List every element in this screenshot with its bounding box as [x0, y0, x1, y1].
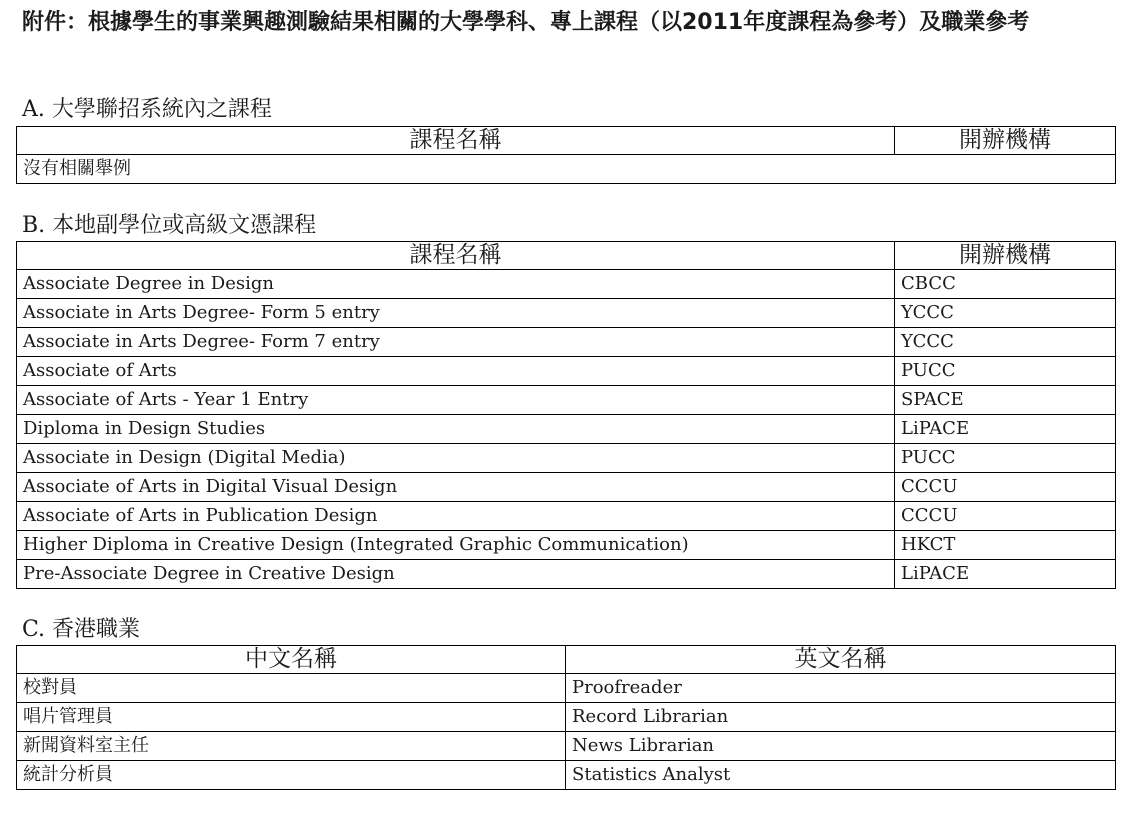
chinese-name-header: 中文名稱 [17, 646, 566, 674]
chinese-name-cell: 校對員 [17, 674, 566, 703]
course-name-header: 課程名稱 [17, 127, 895, 155]
institution-cell: YCCC [895, 299, 1116, 328]
section-b-heading: B. 本地副學位或高級文憑課程 [22, 213, 317, 238]
university-courses-table [16, 126, 1116, 184]
english-name-cell: Record Librarian [566, 703, 1116, 732]
course-name-cell: Associate of Arts - Year 1 Entry [17, 386, 895, 415]
table-row [17, 473, 1116, 502]
english-name-header: 英文名稱 [566, 646, 1116, 674]
institution-cell: CBCC [895, 270, 1116, 299]
institution-cell: SPACE [895, 386, 1116, 415]
section-a-heading: A. 大學聯招系統內之課程 [22, 97, 272, 122]
table-row [17, 531, 1116, 560]
table-header-row [17, 646, 1116, 674]
english-name-cell: Statistics Analyst [566, 761, 1116, 790]
course-name-cell: Associate in Arts Degree- Form 7 entry [17, 328, 895, 357]
chinese-name-cell: 唱片管理員 [17, 703, 566, 732]
course-name-cell: Associate in Design (Digital Media) [17, 444, 895, 473]
institution-header: 開辦機構 [895, 242, 1116, 270]
course-name-cell: Higher Diploma in Creative Design (Integrated Graphic Communication) [17, 531, 895, 560]
institution-cell: PUCC [895, 444, 1116, 473]
table-row [17, 703, 1116, 732]
chinese-name-cell: 新聞資料室主任 [17, 732, 566, 761]
table-row [17, 444, 1116, 473]
course-name-cell: Associate of Arts [17, 357, 895, 386]
course-name-cell: Associate Degree in Design [17, 270, 895, 299]
section-c-heading: C. 香港職業 [22, 617, 141, 642]
table-row [17, 299, 1116, 328]
hong-kong-occupations-table [16, 645, 1116, 790]
table-row [17, 328, 1116, 357]
table-row [17, 357, 1116, 386]
table-row [17, 732, 1116, 761]
institution-cell: PUCC [895, 357, 1116, 386]
course-name-cell: Associate in Arts Degree- Form 5 entry [17, 299, 895, 328]
course-name-cell: Associate of Arts in Publication Design [17, 502, 895, 531]
english-name-cell: News Librarian [566, 732, 1116, 761]
table-row [17, 674, 1116, 703]
course-name-cell: Diploma in Design Studies [17, 415, 895, 444]
course-name-cell: Pre-Associate Degree in Creative Design [17, 560, 895, 589]
course-name-cell: Associate of Arts in Digital Visual Design [17, 473, 895, 502]
institution-cell: CCCU [895, 502, 1116, 531]
table-row [17, 270, 1116, 299]
course-name-header: 課程名稱 [17, 242, 895, 270]
english-name-cell: Proofreader [566, 674, 1116, 703]
institution-cell: CCCU [895, 473, 1116, 502]
table-row [17, 761, 1116, 790]
table-header-row [17, 127, 1116, 155]
table-row [17, 502, 1116, 531]
institution-cell: LiPACE [895, 415, 1116, 444]
table-header-row [17, 242, 1116, 270]
document-title: 附件：根據學生的事業興趣測驗結果相關的大學學科、專上課程（以2011年度課程為參考）及職業參考 [22, 10, 1030, 35]
associate-degree-courses-table [16, 241, 1116, 589]
table-row [17, 415, 1116, 444]
table-row [17, 386, 1116, 415]
table-row [17, 155, 1116, 184]
table-row [17, 560, 1116, 589]
chinese-name-cell: 統計分析員 [17, 761, 566, 790]
institution-cell: YCCC [895, 328, 1116, 357]
institution-cell: LiPACE [895, 560, 1116, 589]
institution-cell: HKCT [895, 531, 1116, 560]
no-examples-text: 沒有相關舉例 [17, 155, 1116, 184]
institution-header: 開辦機構 [895, 127, 1116, 155]
